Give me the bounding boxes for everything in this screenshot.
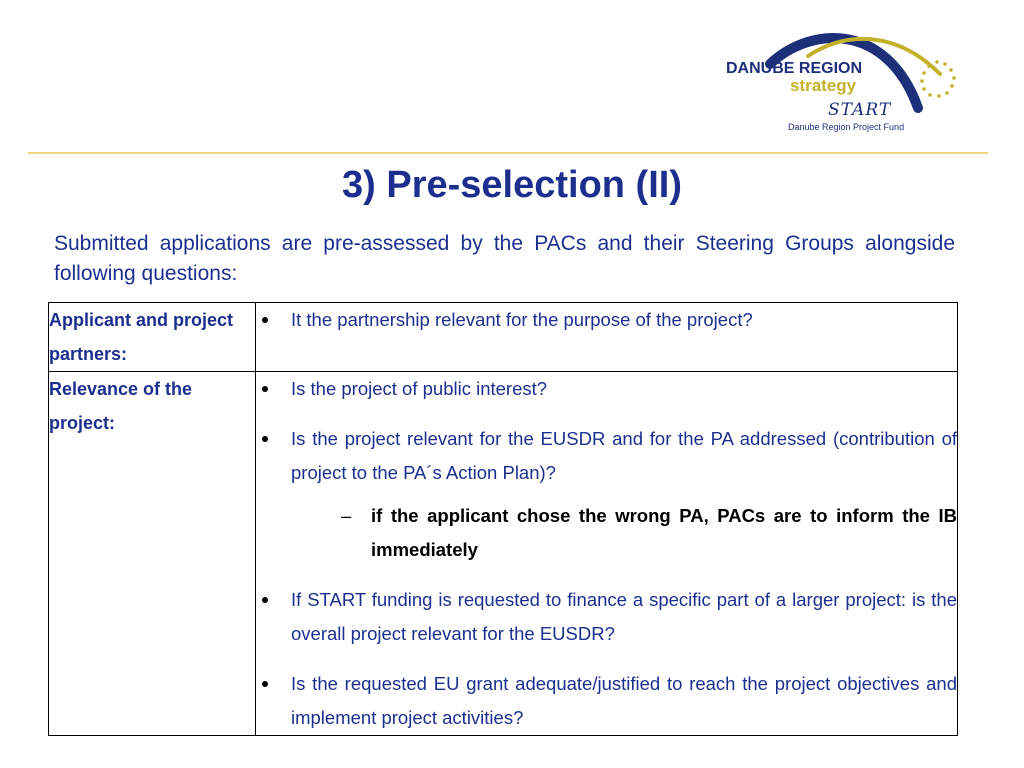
row-label-applicant: Applicant and project partners:	[49, 303, 256, 372]
logo	[718, 26, 968, 136]
logo-start: START	[828, 100, 892, 120]
list-item	[256, 583, 957, 651]
list-item	[256, 422, 957, 567]
row-content	[256, 372, 958, 736]
criteria-table	[48, 302, 958, 736]
bullet-icon	[262, 597, 268, 603]
row-label-relevance: Relevance of the project:	[49, 372, 256, 736]
table-row	[49, 303, 958, 372]
bullet-list	[256, 372, 957, 735]
header-divider	[28, 152, 988, 154]
logo-danube-region: DANUBE REGION	[726, 60, 863, 77]
table-row	[49, 372, 958, 736]
slide-title: 3) Pre-selection (II)	[342, 164, 682, 206]
intro-paragraph: Submitted applications are pre-assessed by the PACs and their Steering Groups alongside following questions:	[54, 232, 955, 285]
dash-icon: –	[341, 505, 352, 526]
logo-strategy: strategy	[790, 76, 857, 95]
bullet-icon	[262, 436, 268, 442]
eu-stars-icon	[920, 60, 956, 98]
bullet-icon	[262, 681, 268, 687]
list-item-text: If START funding is requested to finance a specific part of a larger project: is the overall project relevant for the EUSDR?	[291, 589, 957, 644]
list-item-text: Is the requested EU grant adequate/justified to reach the project objectives and implement project activities?	[291, 673, 957, 728]
row-content	[256, 303, 958, 372]
list-item	[256, 667, 957, 735]
list-item-text: It the partnership relevant for the purpose of the project?	[291, 309, 753, 330]
list-item	[256, 372, 957, 406]
logo-project-fund: Danube Region Project Fund	[788, 122, 905, 132]
bullet-list	[256, 303, 957, 337]
bullet-icon	[262, 386, 268, 392]
sub-list-item-text: if the applicant chose the wrong PA, PACs are to inform the IB immediately	[371, 505, 957, 560]
list-item-text: Is the project of public interest?	[291, 378, 548, 399]
bullet-icon	[262, 317, 268, 323]
list-item	[256, 303, 957, 337]
sub-list-item	[291, 499, 957, 567]
list-item-text: Is the project relevant for the EUSDR and for the PA addressed (contribution of project to the PA´s Action Plan)?	[291, 428, 957, 483]
